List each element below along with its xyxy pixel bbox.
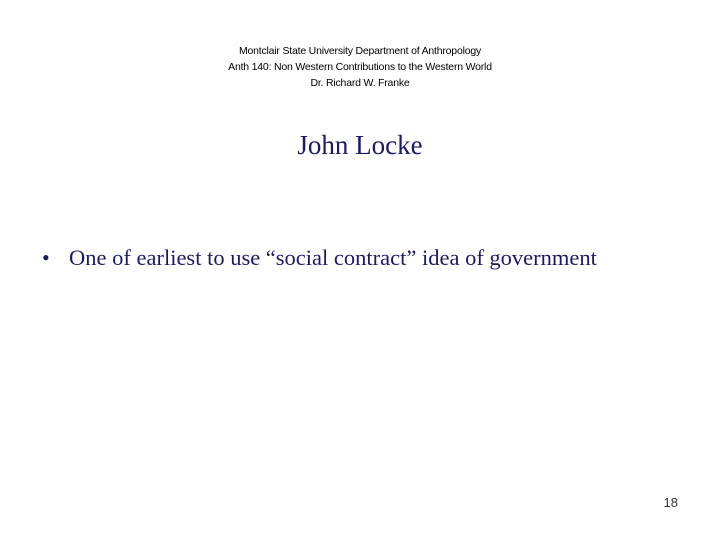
bullet-text: One of earliest to use “social contract” idea of government: [69, 245, 597, 270]
header-university-line: Montclair State University Department of Anthropology: [238, 45, 482, 57]
page-number: 18: [663, 495, 678, 510]
bullet-dot-icon: •: [42, 245, 50, 270]
slide-title: John Locke: [297, 130, 423, 160]
bullet-list: [42, 242, 702, 274]
course-header: [0, 43, 720, 91]
header-instructor-line: Dr. Richard W. Franke: [310, 77, 410, 89]
header-course-line: Anth 140: Non Western Contributions to the Western World: [228, 61, 492, 73]
bullet-item: [42, 242, 702, 274]
